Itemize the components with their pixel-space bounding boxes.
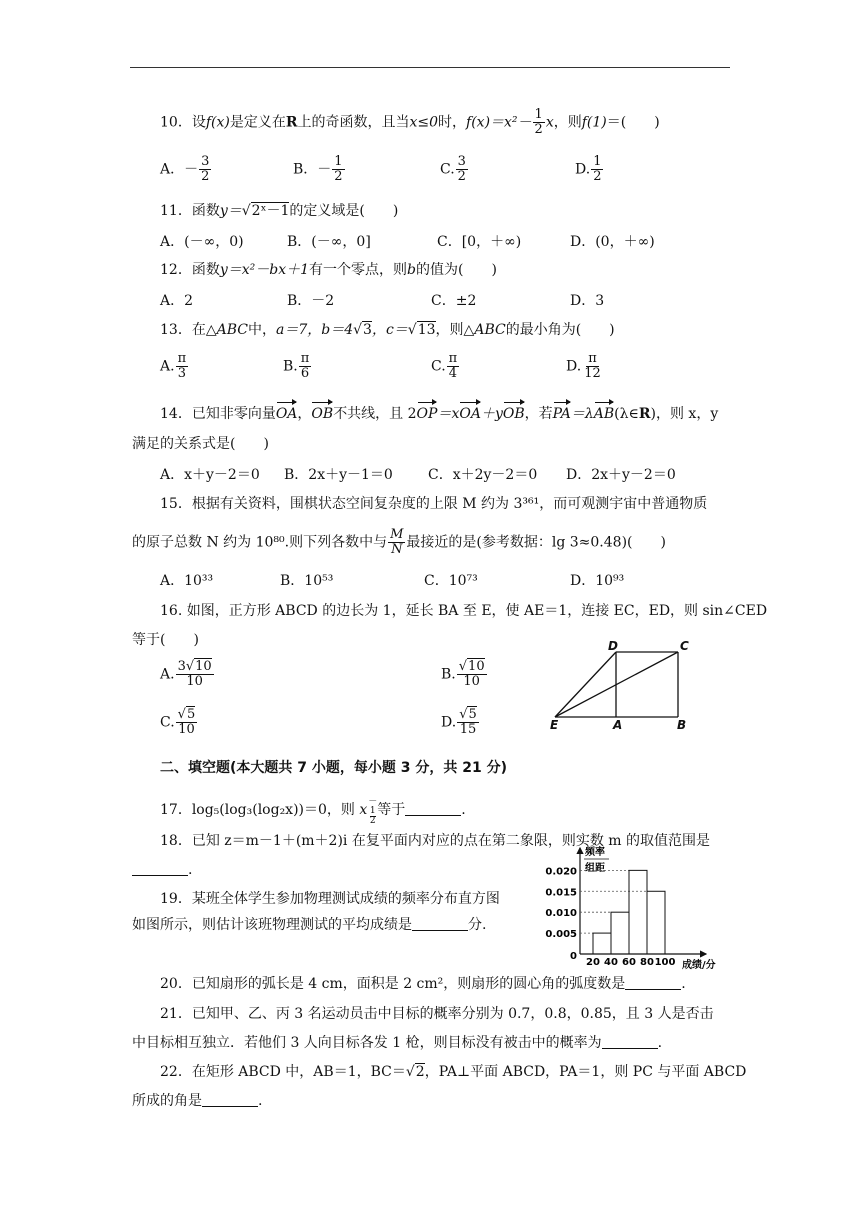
q17-stem: 17．log₅(log₃(log₂x))＝0，则 x－ 1 2 等于 . xyxy=(160,797,466,826)
x-tick-label: 60 xyxy=(622,957,636,968)
fig-label-a: A xyxy=(613,718,623,732)
q21-stem-line2: 中目标相互独立．若他们 3 人向目标各发 1 枪，则目标没有被击中的概率为 . xyxy=(132,1035,663,1051)
q13-option-a: A. $\frac{\pi}{3}$ xyxy=(160,351,187,381)
q10-option-d: D. $\frac{1}{2}$ xyxy=(575,154,602,184)
q18-answer-blank xyxy=(132,861,188,876)
q13-option-b: B. $\frac{\pi}{6}$ xyxy=(283,351,310,381)
q11-option-a: A．(－∞，0) xyxy=(160,234,244,250)
q11-option-b: B．(－∞，0] xyxy=(287,234,371,250)
q11-stem: 11．函数y＝√2ˣ－1的定义域是( ) xyxy=(160,203,399,219)
q10-option-b: B．－ $\frac{1}{2}$ xyxy=(293,154,343,184)
q12-option-d: D．3 xyxy=(570,293,605,309)
x-tick-label: 100 xyxy=(654,957,676,968)
y-tick-label: 0.005 xyxy=(545,929,577,941)
q14-option-b: B．2x＋y－1＝0 xyxy=(284,467,393,483)
q10-stem: 10．设f(x)是定义在R上的奇函数，且当x≤0时，f(x)＝x²－ $\frac{1}{2}$ x，则f(1)＝( ) xyxy=(160,107,660,137)
q10-option-a: A．－ $\frac{3}{2}$ xyxy=(160,154,210,184)
q16-option-b: B. $\frac{√10}{10}$ xyxy=(441,659,485,689)
q20-answer-blank xyxy=(625,975,681,990)
x-label: 成绩/分 xyxy=(682,960,716,971)
q14-option-c: C．x＋2y－2＝0 xyxy=(428,467,538,483)
q12-option-b: B．－2 xyxy=(287,293,335,309)
fig-label-e: E xyxy=(550,718,559,732)
histogram-bar-20-40 xyxy=(593,933,611,954)
q18-stem: 18．已知 z＝m－1＋(m＋2)i 在复平面内对应的点在第二象限，则实数 m 的取值范围是 xyxy=(160,833,711,849)
q15-option-d: D．10⁹³ xyxy=(570,573,625,589)
x-tick-label: 80 xyxy=(640,957,654,968)
q16-geometry-figure xyxy=(545,640,705,735)
q21-answer-blank xyxy=(602,1034,658,1049)
y-tick-label: 0.020 xyxy=(545,866,577,878)
q13-option-d: D. $\frac{\pi}{12}$ xyxy=(566,351,601,381)
q15-option-a: A．10³³ xyxy=(160,573,214,589)
y-label-top: 频率 xyxy=(585,847,605,858)
header-rule xyxy=(130,67,730,68)
q22-answer-blank xyxy=(202,1092,258,1107)
q14-stem: 14．已知非零向量OA，OB不共线，且 2OP＝xOA＋yOB，若PA＝λAB(λ∈R)，则 x，y xyxy=(160,406,719,422)
q14-stem-line2: 满足的关系式是( ) xyxy=(132,436,269,452)
q22-stem-line1: 22．在矩形 ABCD 中，AB＝1，BC＝√2，PA⊥平面 ABCD，PA＝1，则 PC 与平面 ABCD xyxy=(160,1064,747,1080)
q18-stem-line2: . xyxy=(132,860,192,880)
q16-option-c: C. $\frac{√5}{10}$ xyxy=(160,707,196,737)
section-title-fill-blank: 二、填空题(本大题共 7 小题，每小题 3 分，共 21 分) xyxy=(160,760,508,776)
x-tick-label: 20 xyxy=(586,957,600,968)
q19-stem-line2: 如图所示，则估计该班物理测试的平均成绩是 分. xyxy=(132,917,487,933)
q19-stem-line1: 19．某班全体学生参加物理测试成绩的频率分布直方图 xyxy=(160,891,500,907)
q12-option-a: A．2 xyxy=(160,293,194,309)
q15-stem-line2: 的原子总数 N 约为 10⁸⁰.则下列各数中与 $\frac{M}{N}$ 最接近的是(参考数据：lg 3≈0.48)( ) xyxy=(132,527,666,557)
q14-option-d: D．2x＋y－2＝0 xyxy=(566,467,676,483)
q12-option-c: C．±2 xyxy=(431,293,477,309)
fig-label-d: D xyxy=(608,640,618,653)
q11-option-d: D．(0，＋∞) xyxy=(570,234,655,250)
q22-stem-line2: 所成的角是 . xyxy=(132,1093,263,1109)
y-tick-label: 0.010 xyxy=(545,908,577,920)
q10-option-c: C. $\frac{3}{2}$ xyxy=(440,154,466,184)
fig-label-c: C xyxy=(680,640,689,653)
q11-option-c: C．[0，＋∞) xyxy=(437,234,522,250)
q14-option-a: A．x＋y－2＝0 xyxy=(160,467,260,483)
q13-stem: 13．在△ABC中，a＝7，b＝4√3，c＝√13，则△ABC的最小角为( ) xyxy=(160,322,615,338)
x-tick-label: 40 xyxy=(604,957,618,968)
origin-label: 0 xyxy=(570,951,577,962)
q19-answer-blank xyxy=(412,916,468,931)
histogram-bar-80-100 xyxy=(647,891,665,954)
q20-stem: 20．已知扇形的弧长是 4 cm，面积是 2 cm²，则扇形的圆心角的弧度数是 . xyxy=(160,976,686,992)
q21-stem-line1: 21．已知甲、乙、丙 3 名运动员击中目标的概率分别为 0.7，0.8，0.85，且 3 人是否击 xyxy=(160,1006,714,1022)
y-tick-label: 0.015 xyxy=(545,887,577,899)
histogram-bar-60-80 xyxy=(629,870,647,954)
fig-label-b: B xyxy=(677,718,687,732)
q16-option-d: D. $\frac{√5}{15}$ xyxy=(441,707,477,737)
q15-stem-line1: 15．根据有关资料，围棋状态空间复杂度的上限 M 约为 3³⁶¹，而可观测宇宙中普通物质 xyxy=(160,496,708,512)
q16-stem-line2: 等于( ) xyxy=(132,632,199,648)
q13-option-c: C. $\frac{\pi}{4}$ xyxy=(431,351,458,381)
histogram-chart xyxy=(533,842,733,974)
q15-option-c: C．10⁷³ xyxy=(424,573,478,589)
q16-option-a: A. $\frac{3√10}{10}$ xyxy=(160,659,212,689)
q16-stem-line1: 16. 如图，正方形 ABCD 的边长为 1，延长 BA 至 E，使 AE＝1，连接 EC，ED，则 sin∠CED xyxy=(160,603,768,619)
q17-answer-blank xyxy=(405,801,461,816)
q15-option-b: B．10⁵³ xyxy=(280,573,334,589)
histogram-bar-40-60 xyxy=(611,912,629,954)
q12-stem: 12．函数y＝x²－bx＋1有一个零点，则b的值为( ) xyxy=(160,262,497,278)
y-label-bottom: 组距 xyxy=(585,863,605,874)
